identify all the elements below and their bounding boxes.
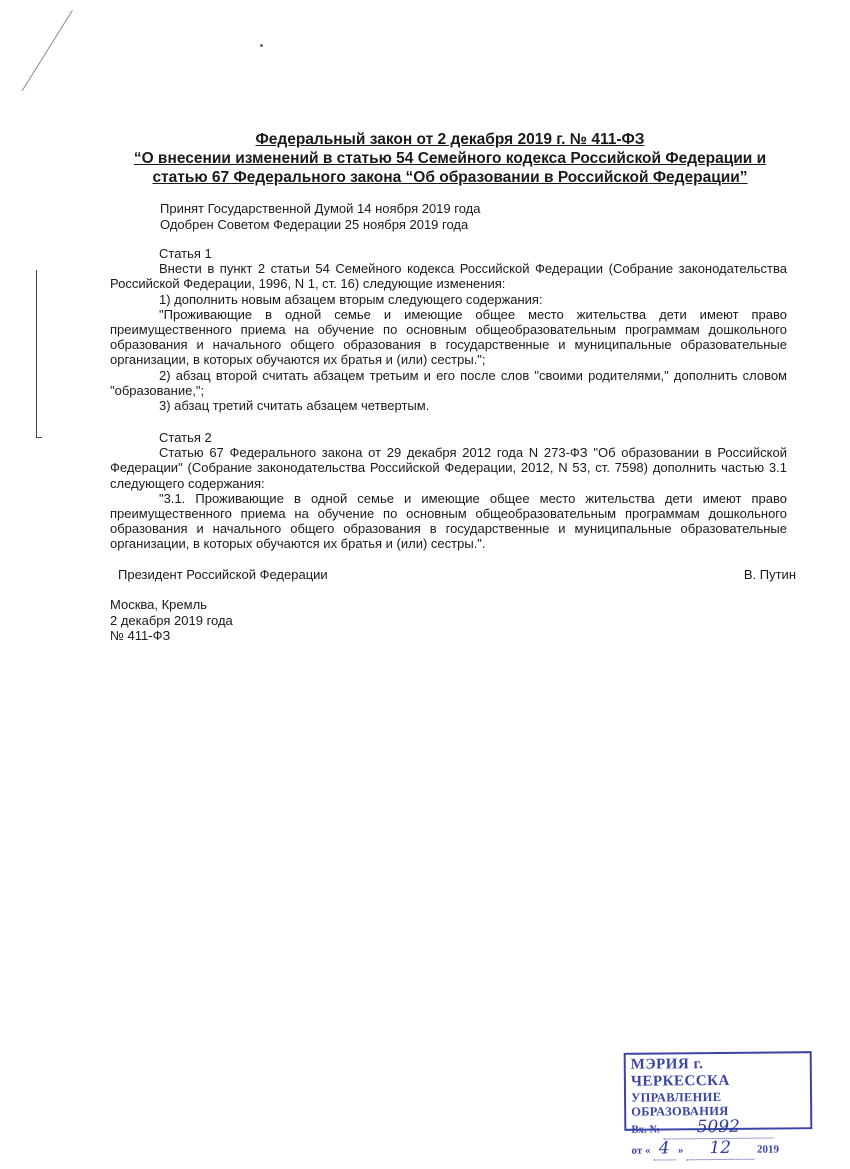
title-line-2: “О внесении изменений в статью 54 Семейного кодекса Российской Федерации и (133, 150, 767, 167)
article-1-heading: Статья 1 (159, 246, 212, 261)
article-2-heading: Статья 2 (159, 430, 212, 445)
article-1-item-1: 1) дополнить новым абзацем вторым следующего содержания: (159, 291, 543, 307)
stamp-organization: МЭРИЯ г. ЧЕРКЕССКА (630, 1056, 730, 1090)
signing-date: 2 декабря 2019 года (110, 612, 233, 628)
stamp-date-label: от « (631, 1144, 651, 1157)
stamp-incoming-row (631, 1117, 805, 1140)
scan-artifact-margin-tick (36, 437, 42, 438)
stamp-incoming-number: 5092 (696, 1116, 741, 1138)
adoption-info (160, 201, 480, 233)
stamp-date-row: от « 4 » 12 2019 (631, 1138, 805, 1161)
place: Москва, Кремль (110, 597, 207, 612)
adopted-by-duma: Принят Государственной Думой 14 ноября 2019 года (160, 201, 481, 216)
registration-stamp (624, 1051, 813, 1159)
article-2-intro: Статью 67 Федерального закона от 29 декабря 2012 года N 273-ФЗ "Об образовании в Российской Федерации" (Собрание законодательства Российской Федерации, 2012, N 53, ст. 7598) дополнить частью 3.1 следующего содержания: (110, 445, 787, 491)
article-1-item-2: 2) абзац второй считать абзацем третьим и его после слов "своими родителями," дополнить словом "образование,"; (110, 367, 787, 398)
stamp-incoming-label: Вх. № (631, 1123, 661, 1136)
article-2 (110, 430, 787, 552)
place-date-block (110, 597, 233, 644)
article-1 (110, 246, 787, 413)
scan-artifact-dot (260, 44, 263, 47)
stamp-year: 2019 (756, 1143, 780, 1156)
stamp-month: 12 (709, 1137, 732, 1159)
article-2-quote: "3.1. Проживающие в одной семье и имеющие общее место жительства дети имеют право преимущественного приема на обучение по основным общеобразовательным программам дошкольного образования и начального общего образования в государственные и муниципальные образовательные организации, в которых обучаются их братья и (или) сестры.". (110, 490, 787, 552)
title-line-3: статью 67 Федерального закона “Об образовании в Российской Федерации” (152, 169, 748, 186)
stamp-day: 4 (658, 1138, 670, 1159)
signatory-position: Президент Российской Федерации (118, 567, 328, 582)
article-1-item-3: 3) абзац третий считать абзацем четвертым. (159, 398, 430, 414)
title-line-1: Федеральный закон от 2 декабря 2019 г. № 411-ФЗ (255, 131, 645, 148)
approved-by-council: Одобрен Советом Федерации 25 ноября 2019 года (160, 217, 469, 232)
law-number: № 411-ФЗ (110, 628, 171, 643)
stamp-department: УПРАВЛЕНИЕ ОБРАЗОВАНИЯ (630, 1089, 729, 1119)
article-1-intro: Внести в пункт 2 статьи 54 Семейного кодекса Российской Федерации (Собрание законодательства Российской Федерации, 1996, N 1, ст. 16) следующие изменения: (110, 261, 787, 292)
document-title (110, 130, 790, 187)
signatory-name: В. Путин (743, 567, 796, 582)
article-1-item-1-quote: "Проживающие в одной семье и имеющие общее место жительства дети имеют право преимущественного приема на обучение по основным общеобразовательным программам дошкольного образования и начального общего образования в государственные и муниципальные образовательные организации, в которых обучаются их братья и (или) сестры."; (110, 306, 787, 368)
scan-artifact-margin-line (36, 270, 37, 438)
scan-artifact-line (22, 10, 73, 91)
